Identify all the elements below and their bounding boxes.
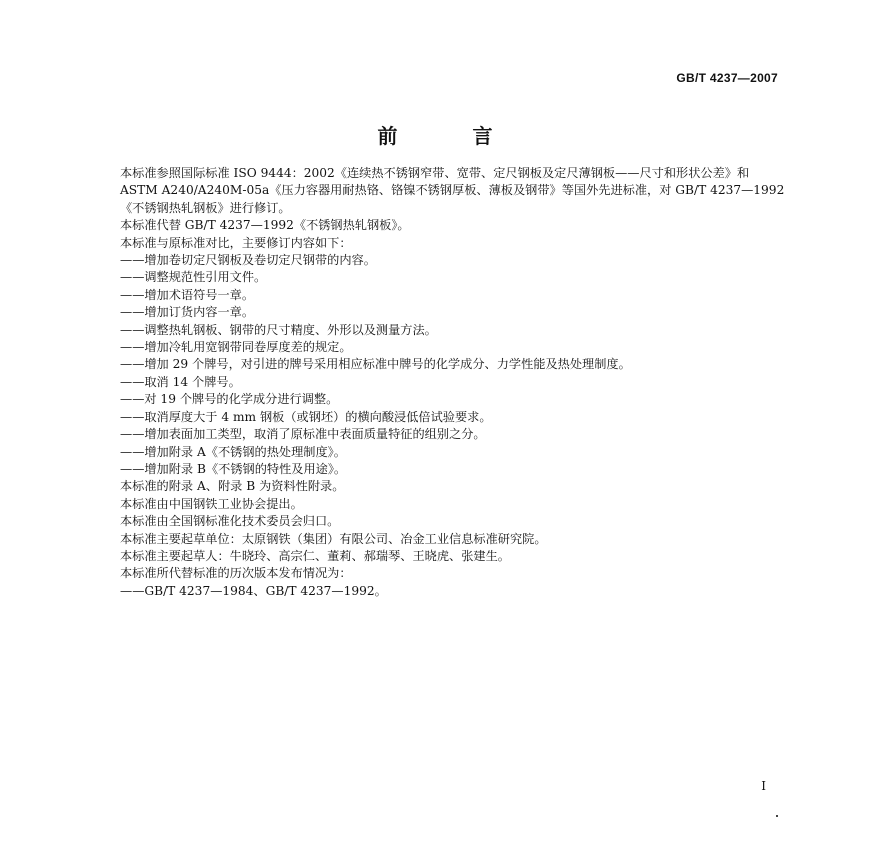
list-item: ——调整热轧钢板、钢带的尺寸精度、外形以及测量方法。 [120,322,437,337]
paragraph: 本标准所代替标准的历次版本发布情况为： [120,566,352,581]
list-item: ——增加附录 B《不锈钢的特性及用途》。 [120,461,347,476]
paragraph: 本标准主要起草人：牛晓玲、高宗仁、董莉、郝瑞琴、王晓虎、张建生。 [120,548,510,563]
list-item: ——增加卷切定尺钢板及卷切定尺钢带的内容。 [120,253,376,268]
list-item: ——增加 29 个牌号，对引进的牌号采用相应标准中牌号的化学成分、力学性能及热处理制度。 [120,357,631,372]
list-item: ——增加订货内容一章。 [120,305,255,320]
list-item: ——增加附录 A《不锈钢的热处理制度》。 [120,444,346,459]
list-item: ——调整规范性引用文件。 [120,270,267,285]
scan-speck [776,815,778,817]
list-item: ——取消 14 个牌号。 [120,374,241,389]
page-number: I [761,779,766,793]
paragraph: 本标准由全国钢标准化技术委员会归口。 [120,514,340,529]
list-item: ——对 19 个牌号的化学成分进行调整。 [120,392,339,407]
paragraph-intro: 本标准参照国际标准 ISO 9444：2002《连续热不锈钢窄带、宽带、定尺钢板及定尺薄钢板——尺寸和形状公差》和 ASTM A240/A240M-05a《压力容器用耐热铬、铬镍不锈钢厚板、薄板及钢带》等国外先进标准，对 GB/T 4237—1992《不锈钢热轧钢板》进行修订。 [120,166,785,215]
standard-code: GB/T 4237—2007 [676,71,778,85]
paragraph: 本标准由中国钢铁工业协会提出。 [120,496,303,511]
paragraph: 本标准与原标准对比，主要修订内容如下： [120,235,352,250]
paragraph: 本标准的附录 A、附录 B 为资料性附录。 [120,479,345,494]
list-item: ——增加冷轧用宽钢带同卷厚度差的规定。 [120,340,352,355]
list-item: ——取消厚度大于 4 mm 钢板（或钢坯）的横向酸浸低倍试验要求。 [120,409,492,424]
list-item: ——增加术语符号一章。 [120,287,255,302]
foreword-body [120,165,785,600]
paragraph: 本标准代替 GB/T 4237—1992《不锈钢热轧钢板》。 [120,218,410,233]
page-title: 前 言 [377,124,527,148]
list-item: ——增加表面加工类型，取消了原标准中表面质量特征的组别之分。 [120,427,486,442]
list-item: ——GB/T 4237—1984、GB/T 4237—1992。 [120,583,387,598]
paragraph: 本标准主要起草单位：太原钢铁（集团）有限公司、冶金工业信息标准研究院。 [120,531,547,546]
